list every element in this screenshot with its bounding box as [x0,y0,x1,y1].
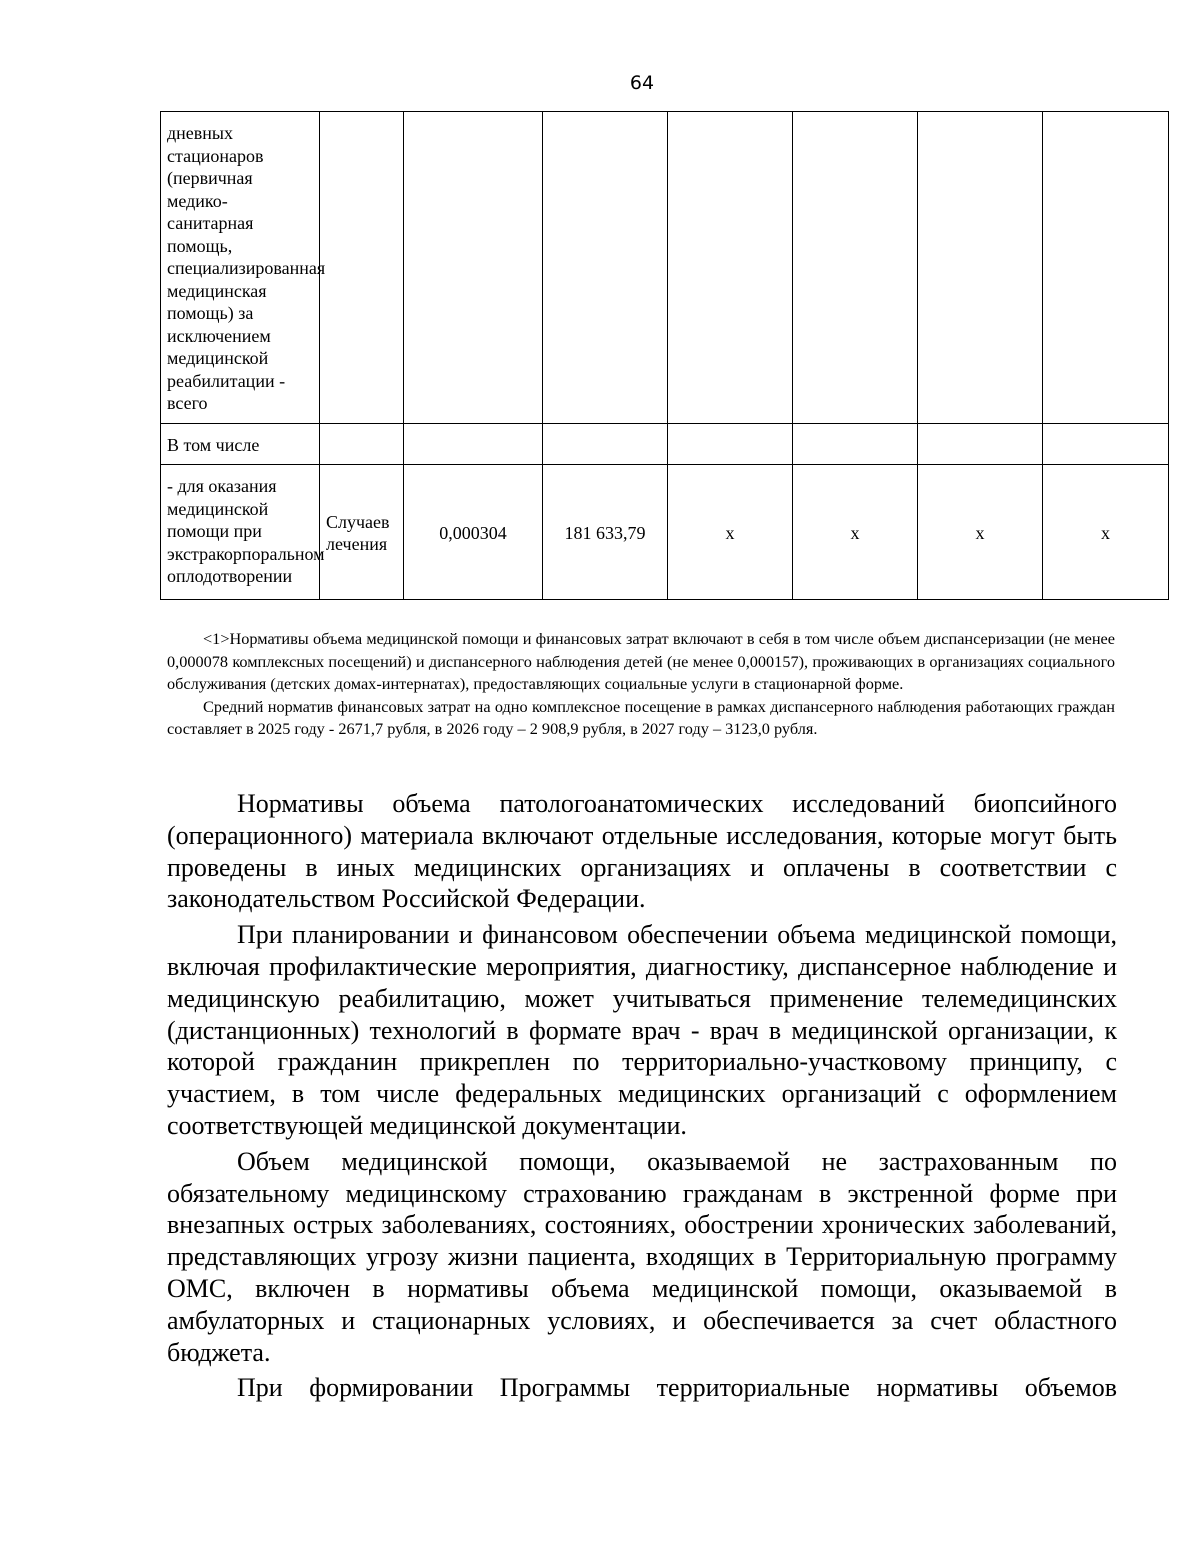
cell-label: дневных стационаров (первичная медико-санитарная помощь, специализированная медицинская помощь) за исключением медицинской реабилитации - всего [161,112,320,424]
cell-unit [320,112,404,424]
cell-c7: x [918,465,1043,600]
cell-c7 [918,423,1043,465]
cell-cost [543,112,668,424]
table-row [161,423,1169,465]
paragraph-pathology: Нормативы объема патологоанатомических исследований биопсийного (операционного) материала включают отдельные исследования, которые могут быть проведены в иных медицинских организациях и оплачены в соответствии с законодательством Российской Федерации. [167,789,1117,914]
cell-cost [543,423,668,465]
cell-c6 [793,112,918,424]
page-number: 64 [629,72,655,94]
footnotes [167,628,1115,741]
cell-c5 [668,112,793,424]
footnote-1: <1>Нормативы объема медицинской помощи и финансовых затрат включают в себя в том числе объем диспансеризации (не менее 0,000078 комплексных посещений) и диспансерного наблюдения детей (не менее 0,000157), проживающих в организациях социального обслуживания (детских домах-интернатах), предоставляющих социальные услуги в стационарной форме. [167,629,1115,693]
body-text [167,788,1117,1408]
table-row [161,112,1169,424]
cell-volume [404,112,543,424]
cell-c5: x [668,465,793,600]
cell-c8 [1043,112,1169,424]
paragraph-uninsured: Объем медицинской помощи, оказываемой не застрахованным по обязательному медицинскому страхованию гражданам в экстренной форме при внезапных острых заболеваниях, состояниях, обострении хронических заболеваний, представляющих угрозу жизни пациента, входящих в Территориальную программу ОМС, включен в нормативы объема медицинской помощи, оказываемой в амбулаторных и стационарных условиях, и обеспечивается за счет областного бюджета. [167,1146,1117,1367]
cell-c5 [668,423,793,465]
cell-unit [320,423,404,465]
cell-volume [404,423,543,465]
footnote-2: Средний норматив финансовых затрат на одно комплексное посещение в рамках диспансерного наблюдения работающих граждан составляет в 2025 году - 2671,7 рубля, в 2026 году – 2 908,9 рубля, в 2027 году – 3123,0 рубля. [167,696,1115,738]
cell-c6 [793,423,918,465]
cell-c8 [1043,423,1169,465]
table-row [161,465,1169,600]
cell-c7 [918,112,1043,424]
cell-label: - для оказания медицинской помощи при экстракорпоральном оплодотворении [161,465,320,600]
paragraph-telemedicine: При планировании и финансовом обеспечении объема медицинской помощи, включая профилактические мероприятия, диагностику, диспансерное наблюдение и медицинскую реабилитацию, может учитываться применение телемедицинских (дистанционных) технологий в формате врач - врач в медицинской организации, к которой гражданин прикреплен по территориально-участковому принципу, с участием, в том числе федеральных медицинских организаций с оформлением соответствующей медицинской документации. [167,920,1117,1140]
cell-volume: 0,000304 [404,465,543,600]
paragraph-program: При формировании Программы территориальные нормативы объемов [237,1373,1117,1403]
cell-unit: Случаев лечения [320,465,404,600]
cell-label: В том числе [161,423,320,465]
cell-c6: x [793,465,918,600]
cell-cost: 181 633,79 [543,465,668,600]
norms-table [160,111,1169,600]
cell-c8: x [1043,465,1169,600]
